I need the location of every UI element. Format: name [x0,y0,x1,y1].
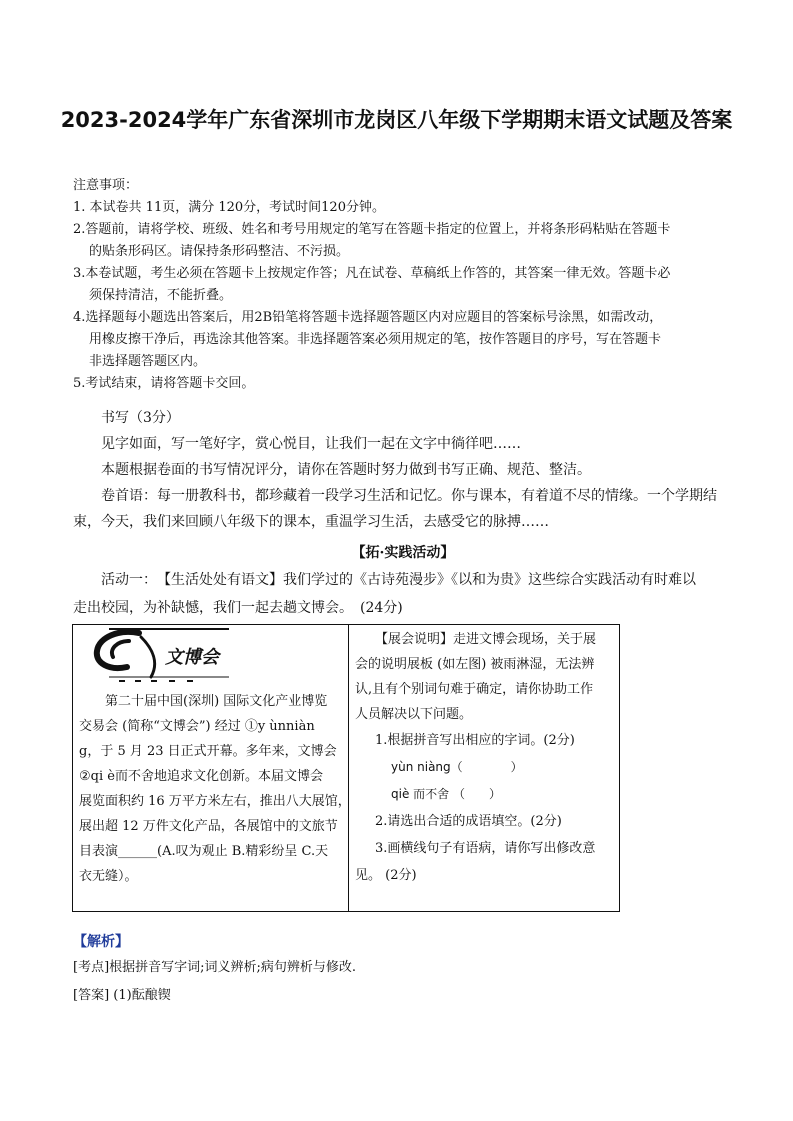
notice-item-4-cont2: 非选择题答题区内。 [89,354,207,369]
analysis-heading: 【解析】 [73,934,129,950]
question-3: 3.画横线句子有语病，请你写出修改意 [375,841,596,856]
expo-line-4: ②qi è而不舍地追求文化创新。本届文博会 [79,769,323,784]
notice-item-1: 1. 本试卷共 11页，满分 120分，考试时间120分钟。 [73,200,385,215]
expo-logo [79,627,229,689]
writing-para-3: 卷首语：每一册教科书，都珍藏着一段学习生活和记忆。你与课本，有着道不尽的情缘。一个学期结 [101,488,717,504]
notice-item-4-cont: 用橡皮擦干净后，再选涂其他答案。非选择题答案必须用规定的笔，按作答题目的序号，写在答题卡 [89,332,662,347]
notice-item-5: 5.考试结束，请将答题卡交回。 [73,376,255,391]
activity-section [73,540,733,622]
notice-item-3-cont: 须保持清洁，不能折叠。 [89,288,233,303]
writing-section [73,405,733,535]
table-divider [348,625,349,911]
answer-kaodian: [考点]根据拼音写字词;词义辨析;病句辨析与修改. [73,960,357,975]
page-title: 2023-2024学年广东省深圳市龙岗区八年级下学期期末语文试题及答案 [60,108,733,132]
expo-line-2: 交易会 (简称“文博会”) 经过 ①y ùnniàn [79,719,315,734]
instruction-line-3: 认,且有个别词句难于确定，请你协助工作 [355,682,594,697]
notice-section [73,175,733,395]
notice-item-2: 2.答题前，请将学校、班级、姓名和考号用规定的笔写在答题卡指定的位置上，并将条形码粘贴在答题卡 [73,222,671,237]
instruction-line-4: 人员解决以下问题。 [355,707,473,722]
answer-section [73,930,733,1008]
expo-board-cell [79,625,351,889]
question-3-cont: 见。 (2分) [355,868,417,883]
instruction-line-1: 【展会说明】走进文博会现场，关于展 [375,632,597,647]
section-heading: 【拓·实践活动】 [351,545,455,561]
writing-para-2: 本题根据卷面的书写情况评分，请你在答题时努力做到书写正确、规范、整洁。 [101,462,591,478]
notice-heading: 注意事项： [73,178,139,193]
expo-line-1: 第二十届中国(深圳) 国际文化产业博览 [105,694,328,709]
notice-item-4: 4.选择题每小题选出答案后，用2B铅笔将答题卡选择题答题区内对应题目的答案标号涂黑，如需改动， [73,310,663,325]
expo-line-7: 目表演______(A.叹为观止 B.精彩纷呈 C.天 [79,844,329,859]
answer-daan: [答案] (1)酝酿锲 [73,988,171,1003]
notice-item-2-cont: 的贴条形码区。请保持条形码整洁、不污损。 [89,244,350,259]
writing-para-3-cont: 束，今天，我们来回顾八年级下的课本，重温学习生活，去感受它的脉搏…… [73,514,549,530]
expo-logo-graphic [79,627,229,689]
expo-line-8: 衣无缝）。 [79,869,138,884]
expo-line-5: 展览面积约 16 万平方米左右，推出八大展馆， [79,794,351,809]
expo-table [72,624,620,912]
activity-1-text: 活动一： 【生活处处有语文】我们学过的《古诗苑漫步》《以和为贵》这些综合实践活动有时难以 [101,572,696,588]
expo-instructions-cell [355,625,617,889]
question-1a: yùn niàng（ ） [391,760,523,774]
expo-line-3: g，于 5 月 23 日正式开幕。多年来，文博会 [79,744,337,759]
expo-line-6: 展出超 12 万件文化产品，各展馆中的文旅节 [79,819,338,834]
question-2: 2.请选出合适的成语填空。(2分) [375,814,562,829]
instruction-line-2: 会的说明展板 (如左图) 被雨淋湿，无法辨 [355,657,595,672]
notice-item-3: 3.本卷试题，考生必须在答题卡上按规定作答；凡在试卷、草稿纸上作答的，其答案一律无效。答题卡必 [73,266,671,281]
question-1: 1.根据拼音写出相应的字词。(2分) [375,733,575,748]
writing-heading: 书写（3分） [101,410,180,426]
activity-1-text-cont: 走出校园，为补缺憾，我们一起去趟文博会。 (24分) [73,600,403,616]
logo-text: 文博会 [165,647,219,668]
question-1b: qiè 而不舍 （ ） [391,787,501,801]
writing-para-1: 见字如面，写一笔好字，赏心悦目，让我们一起在文字中徜徉吧…… [101,436,521,452]
